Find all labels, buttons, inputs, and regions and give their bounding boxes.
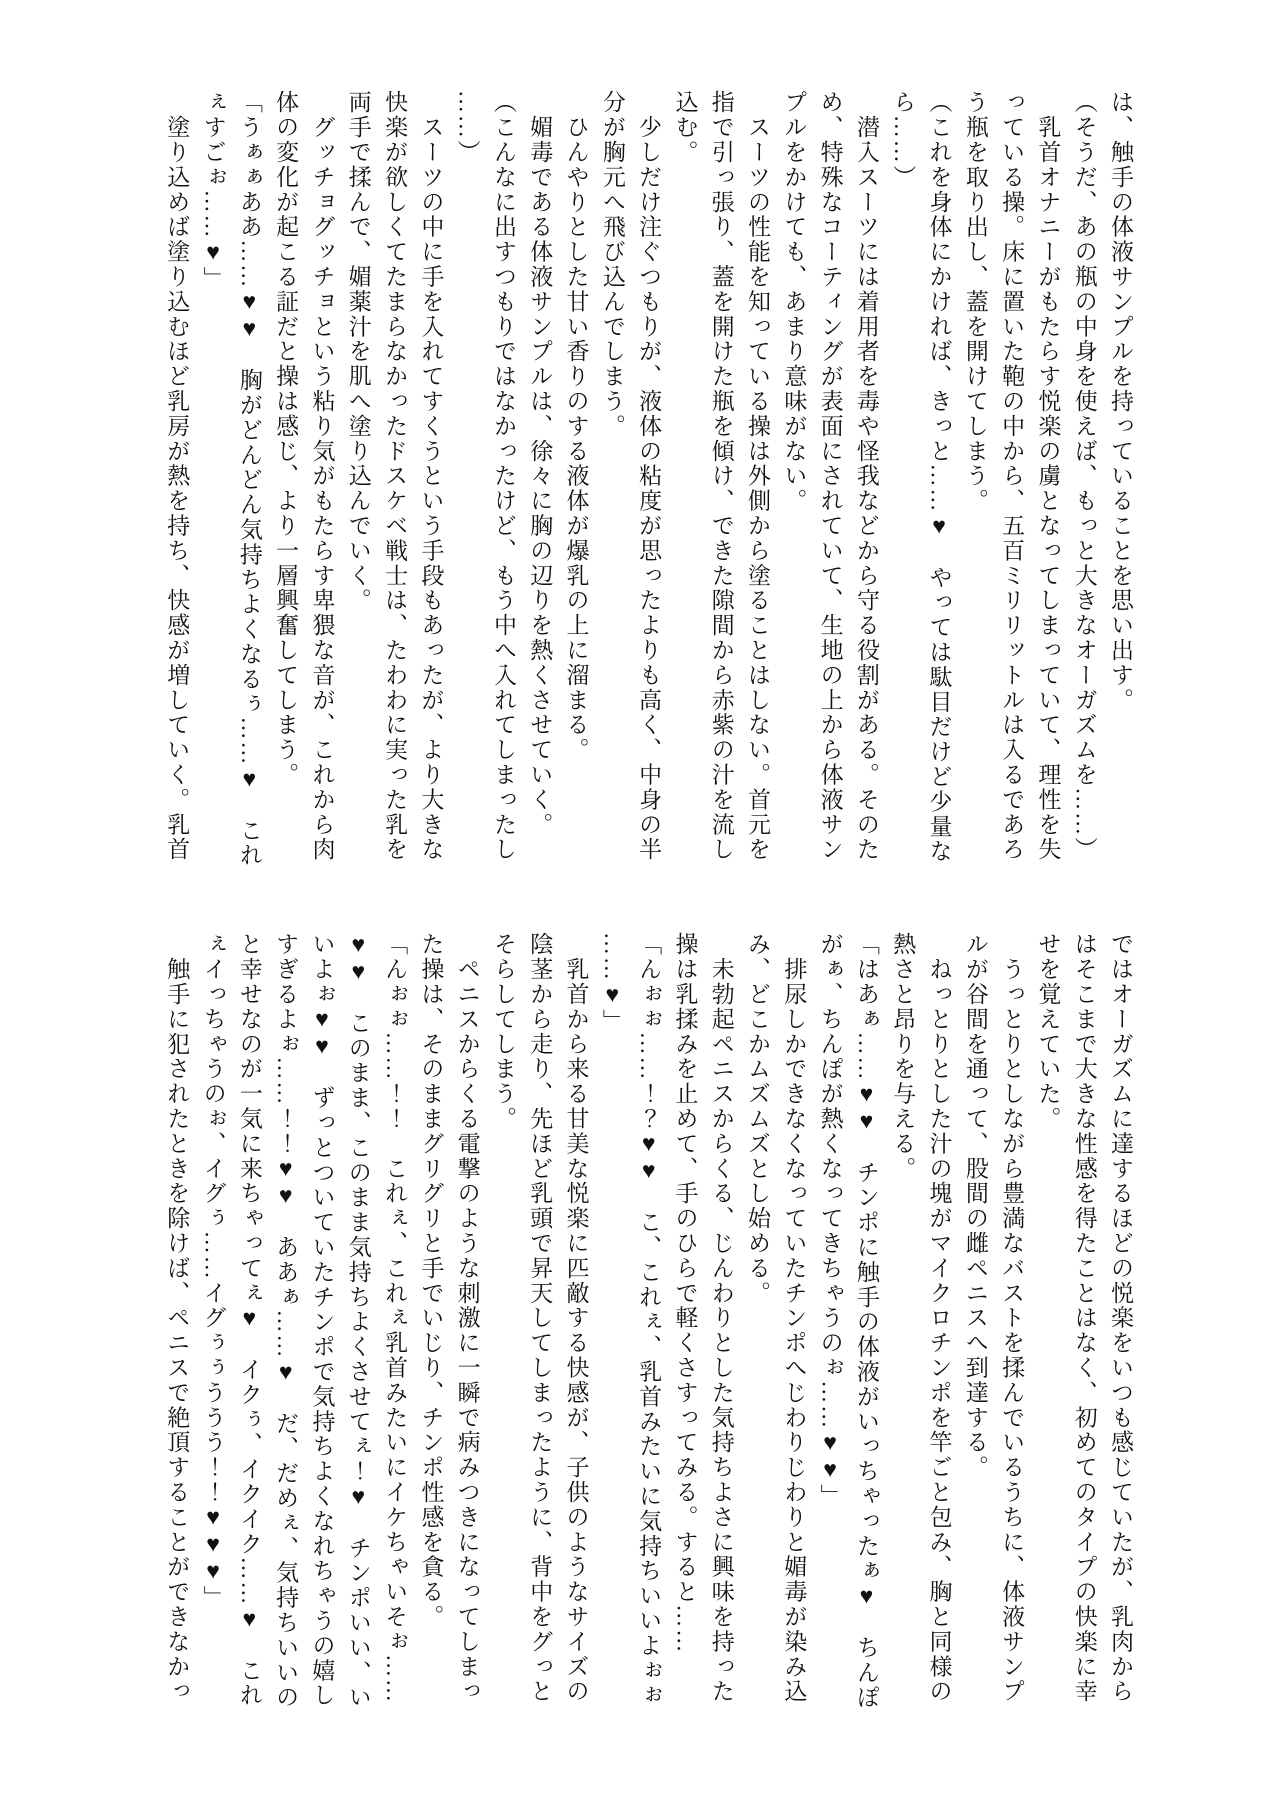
text-line: う瓶を取り出し、蓋を開けてしまう。	[962, 90, 988, 514]
text-line: と幸せなのが一気に来ちゃってぇ♥ イクぅ、イクイク……♥ これ	[236, 932, 262, 1708]
text-line: 未勃起ペニスからくる、じんわりとした気持ちよさに興味を持った	[708, 932, 734, 1704]
text-line: ぇイっちゃうのぉ、イグぅ……イグぅぅううう！！♥♥♥」	[200, 932, 226, 1611]
text-line: 体の変化が起こる証だと操は感じ、より一層興奮してしまう。	[273, 90, 299, 788]
text-line: 「はあぁ……♥♥ チンポに触手の体液がいっちゃったぁ♥ ちんぽ	[853, 932, 879, 1710]
text-line: っている操。床に置いた鞄の中から、五百ミリリットルは入るであろ	[999, 90, 1025, 862]
text-line: ねっとりとした汁の塊がマイクロチンポを竿ごと包み、胸と同様の	[926, 932, 952, 1704]
text-line: スーツの中に手を入れてすくうという手段もあったが、より大きな	[418, 90, 444, 862]
text-block-bottom	[158, 932, 1138, 1710]
text-line: 両手で揉んで、媚薬汁を肌へ塗り込んでいく。	[345, 90, 371, 613]
text-line: 快楽が欲しくてたまらなかったドスケベ戦士は、たわわに実った乳を	[382, 90, 408, 862]
text-line: 「んぉぉ……！！ これぇ、これぇ乳首みたいにイケちゃいそぉ……	[382, 932, 408, 1704]
text-line: 塗り込めば塗り込むほど乳房が熱を持ち、快感が増していく。乳首	[164, 90, 190, 862]
text-line: 触手に犯されたときを除けば、ペニスで絶頂することができなかっ	[164, 932, 190, 1704]
text-line: すぎるよぉ……！！♥♥ ああぁ……♥ だ、だめぇ、気持ちいいの	[273, 932, 299, 1710]
text-line: 操は乳揉みを止めて、手のひらで軽くさすってみる。すると……	[672, 932, 698, 1655]
text-line: 込む。	[672, 90, 698, 165]
text-line: 「んぉぉ……！？♥♥ こ、これぇ、乳首みたいに気持ちいいよぉぉ	[636, 932, 662, 1708]
text-block-top	[158, 90, 1138, 870]
text-line: プルをかけても、あまり意味がない。	[781, 90, 807, 514]
text-line: み、どこかムズムズとし始める。	[745, 932, 771, 1306]
text-line: た操は、そのままグリグリと手でいじり、チンポ性感を貪る。	[418, 932, 444, 1630]
text-line: ではオーガズムに達するほどの悦楽をいつも感じていたが、乳肉から	[1108, 932, 1133, 1704]
text-line: ♥♥ このまま、このまま気持ちよくさせてぇ！♥ チンポいい、い	[345, 932, 371, 1710]
text-line: ルが谷間を通って、股間の雌ペニスへ到達する。	[962, 932, 988, 1480]
text-line: 媚毒である体液サンプルは、徐々に胸の辺りを熱くさせていく。	[527, 90, 553, 837]
text-line: 排尿しかできなくなっていたチンポへじわりじわりと媚毒が染み込	[781, 932, 807, 1704]
text-line: ……）	[454, 90, 480, 165]
text-line: ぇすごぉ……♥」	[200, 90, 226, 292]
text-line: はそこまで大きな性感を得たことはなく、初めてのタイプの快楽に幸	[1071, 932, 1097, 1704]
text-line: 乳首から来る甘美な悦楽に匹敵する快感が、子供のようなサイズの	[563, 932, 589, 1704]
text-line: 「うぁぁああ……♥♥ 胸がどんどん気持ちよくなるぅ……♥ これ	[236, 90, 262, 868]
text-line: ら……）	[890, 90, 916, 190]
text-line: グッチョグッチョという粘り気がもたらす卑猥な音が、これから肉	[309, 90, 335, 862]
text-line: せを覚えていた。	[1035, 932, 1061, 1132]
text-line: がぁ、ちんぽが熱くなってきちゃうのぉ……♥♥」	[817, 932, 843, 1509]
text-line: ひんやりとした甘い香りのする液体が爆乳の上に溜まる。	[563, 90, 589, 763]
text-line: いよぉ♥♥ ずっとついていたチンポで気持ちよくなれちゃうの嬉し	[309, 932, 335, 1708]
text-line: 乳首オナニーがもたらす悦楽の虜となってしまっていて、理性を失	[1035, 90, 1061, 862]
text-line: 少しだけ注ぐつもりが、液体の粘度が思ったよりも高く、中身の半	[636, 90, 662, 862]
text-line: 熱さと昂りを与える。	[890, 932, 916, 1181]
text-line: は、触手の体液サンプルを持っていることを思い出す。	[1108, 90, 1133, 713]
text-line: スーツの性能を知っている操は外側から塗ることはしない。首元を	[745, 90, 771, 862]
text-line: （そうだ、あの瓶の中身を使えば、もっと大きなオーガズムを……）	[1071, 90, 1097, 862]
text-line: 潜入スーツには着用者を毒や怪我などから守る役割がある。そのた	[853, 90, 879, 862]
text-line: （こんなに出すつもりではなかったけど、もう中へ入れてしまったし	[490, 90, 516, 862]
text-line: 分が胸元へ飛び込んでしまう。	[599, 90, 625, 439]
text-line: ペニスからくる電撃のような刺激に一瞬で病みつきになってしまっ	[454, 932, 480, 1704]
text-line: 指で引っ張り、蓋を開けた瓶を傾け、できた隙間から赤紫の汁を流し	[708, 90, 734, 862]
text-line: め、特殊なコーティングが表面にされていて、生地の上から体液サン	[817, 90, 843, 862]
text-line: 陰茎から走り、先ほど乳頭で昇天してしまったように、背中をグっと	[527, 932, 553, 1704]
text-line: （これを身体にかければ、きっと……♥ やっては駄目だけど少量な	[926, 90, 952, 864]
text-line: ……♥」	[599, 932, 625, 1034]
text-line: うっとりとしながら豊満なバストを揉んでいるうちに、体液サンプ	[999, 932, 1025, 1704]
text-line: そらしてしまう。	[490, 932, 516, 1132]
